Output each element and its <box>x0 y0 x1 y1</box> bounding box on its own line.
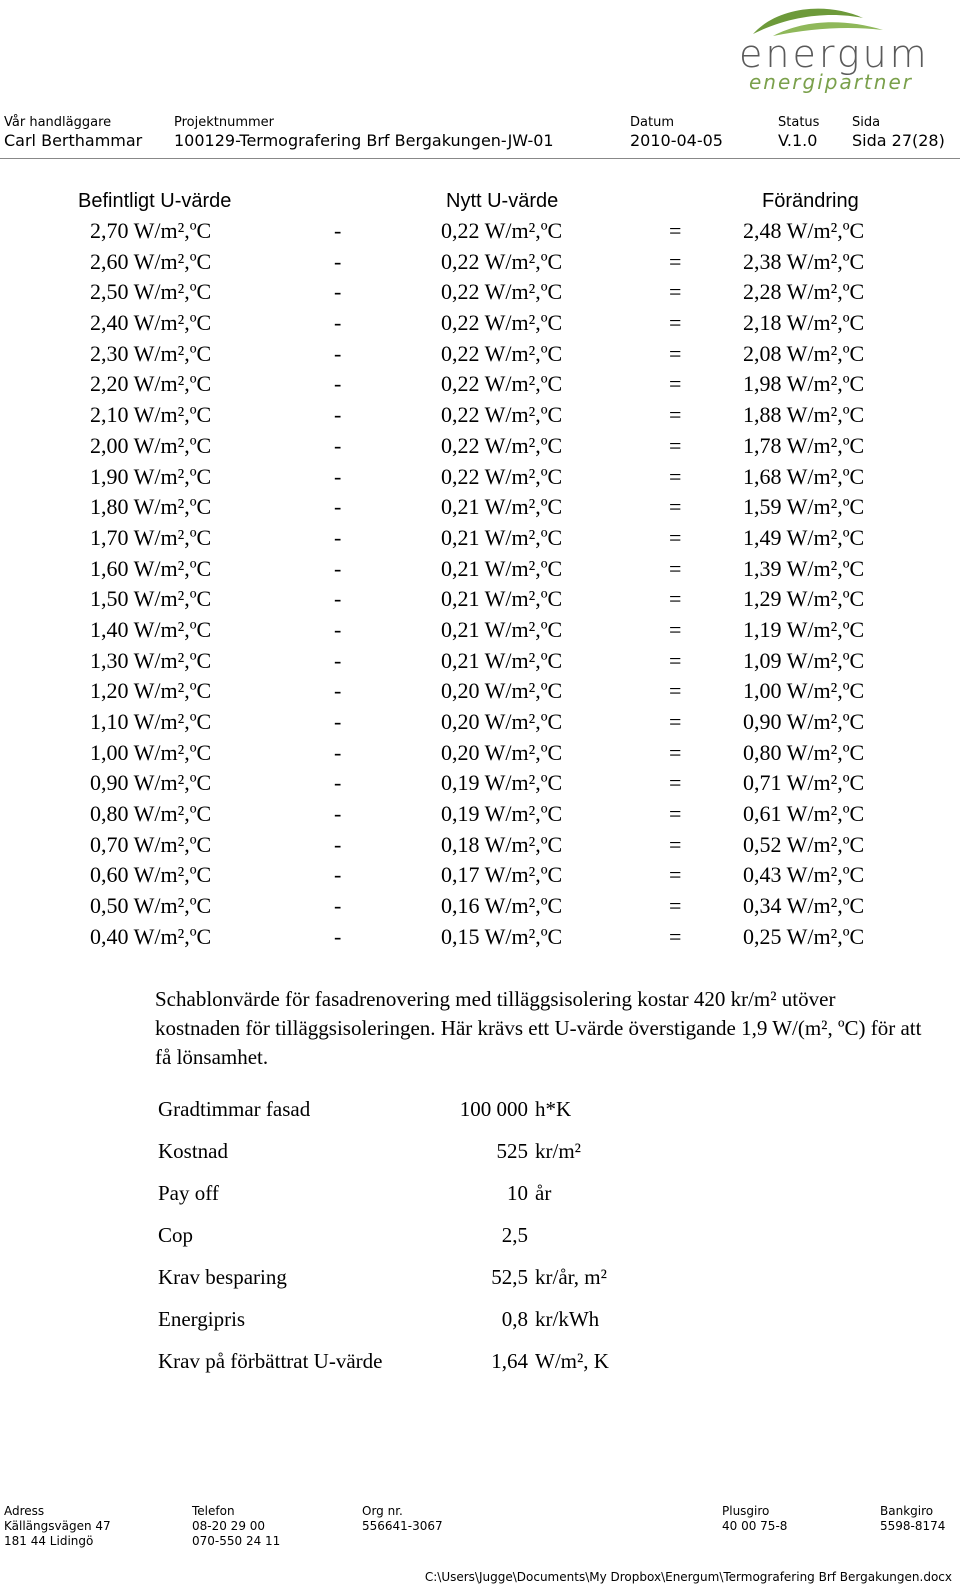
minus-sign: - <box>334 831 342 857</box>
change-value: 2,48 W/m²,ºC <box>743 218 865 243</box>
minus-sign: - <box>334 770 342 796</box>
change-value: 2,38 W/m²,ºC <box>743 248 865 274</box>
new-value: 0,22 W/m²,ºC <box>441 310 563 336</box>
header-status <box>778 115 819 151</box>
equals-sign: = <box>669 893 682 919</box>
change-value: 0,52 W/m²,ºC <box>743 831 865 857</box>
minus-sign: - <box>334 739 342 765</box>
change-value: 0,71 W/m²,ºC <box>743 770 865 796</box>
calc-value: 0,8 <box>501 1307 528 1331</box>
minus-sign: - <box>334 862 342 888</box>
equals-sign: = <box>669 371 682 397</box>
table-row <box>0 860 960 891</box>
minus-sign: - <box>334 678 342 704</box>
table-row <box>0 523 960 554</box>
header-date <box>630 115 723 151</box>
plusgiro-value: 40 00 75-8 <box>722 1519 788 1533</box>
table-row <box>0 830 960 861</box>
table-row <box>0 431 960 462</box>
date-label: Datum <box>630 115 674 130</box>
summary-paragraph: Schablonvärde för fasadrenovering med tilläggsisolering kostar 420 kr/m² utöver kostnaden för tilläggsisoleringen. Här krävs ett U-värde överstigande 1,9 W/(m², ºC) för att få lönsamhet. <box>155 987 922 1069</box>
address-line1: Källängsvägen 47 <box>4 1519 111 1533</box>
existing-value: 2,00 W/m²,ºC <box>90 432 212 458</box>
handler-label: Vår handläggare <box>4 115 112 130</box>
change-value: 1,49 W/m²,ºC <box>743 524 865 550</box>
plusgiro-label: Plusgiro <box>722 1504 770 1518</box>
change-value: 0,43 W/m²,ºC <box>743 862 865 888</box>
equals-sign: = <box>669 831 682 857</box>
existing-value: 1,30 W/m²,ºC <box>90 647 212 673</box>
table-row <box>0 277 960 308</box>
equals-sign: = <box>669 248 682 274</box>
status-value: V.1.0 <box>778 131 818 150</box>
calc-value: 1,64 <box>491 1349 528 1373</box>
minus-sign: - <box>334 923 342 949</box>
calc-label: Kostnad <box>158 1139 228 1163</box>
minus-sign: - <box>334 893 342 919</box>
minus-sign: - <box>334 524 342 550</box>
change-value: 0,80 W/m²,ºC <box>743 739 865 765</box>
header-new: Nytt U-värde <box>446 190 559 212</box>
change-value: 2,18 W/m²,ºC <box>743 310 865 336</box>
org-label: Org nr. <box>362 1504 403 1518</box>
existing-value: 1,00 W/m²,ºC <box>90 739 212 765</box>
new-value: 0,21 W/m²,ºC <box>441 524 563 550</box>
new-value: 0,22 W/m²,ºC <box>441 340 563 366</box>
minus-sign: - <box>334 340 342 366</box>
address-label: Adress <box>4 1504 45 1518</box>
new-value: 0,20 W/m²,ºC <box>441 739 563 765</box>
new-value: 0,18 W/m²,ºC <box>441 831 563 857</box>
new-value: 0,22 W/m²,ºC <box>441 279 563 305</box>
header-change: Förändring <box>762 190 859 212</box>
new-value: 0,21 W/m²,ºC <box>441 555 563 581</box>
table-row <box>0 369 960 400</box>
minus-sign: - <box>334 279 342 305</box>
logo-subtitle: energipartner <box>749 70 913 94</box>
change-value: 1,39 W/m²,ºC <box>743 555 865 581</box>
existing-value: 1,10 W/m²,ºC <box>90 709 212 734</box>
existing-value: 2,20 W/m²,ºC <box>90 371 212 397</box>
existing-value: 0,40 W/m²,ºC <box>90 923 212 949</box>
minus-sign: - <box>334 218 342 243</box>
existing-value: 2,50 W/m²,ºC <box>90 279 212 305</box>
table-row <box>0 676 960 707</box>
table-row <box>0 584 960 615</box>
existing-value: 1,60 W/m²,ºC <box>90 555 212 581</box>
equals-sign: = <box>669 709 682 734</box>
existing-value: 1,40 W/m²,ºC <box>90 616 212 642</box>
new-value: 0,21 W/m²,ºC <box>441 616 563 642</box>
change-value: 2,08 W/m²,ºC <box>743 340 865 366</box>
change-value: 0,61 W/m²,ºC <box>743 801 865 827</box>
handler-value: Carl Berthammar <box>4 131 143 150</box>
table-row <box>0 216 960 247</box>
header-handler <box>4 115 142 151</box>
equals-sign: = <box>669 923 682 949</box>
calc-label: Pay off <box>158 1181 219 1205</box>
equals-sign: = <box>669 586 682 612</box>
change-value: 1,78 W/m²,ºC <box>743 432 865 458</box>
header-divider <box>0 158 960 159</box>
calc-label: Krav besparing <box>158 1265 287 1289</box>
equals-sign: = <box>669 616 682 642</box>
file-path: C:\Users\Jugge\Documents\My Dropbox\Energum\Termografering Brf Bergakungen.docx <box>424 1570 952 1584</box>
new-value: 0,21 W/m²,ºC <box>441 494 563 520</box>
equals-sign: = <box>669 862 682 888</box>
page-label: Sida <box>852 115 881 130</box>
header-existing: Befintligt U-värde <box>78 190 232 212</box>
table-row <box>0 400 960 431</box>
minus-sign: - <box>334 402 342 428</box>
change-value: 1,19 W/m²,ºC <box>743 616 865 642</box>
minus-sign: - <box>334 494 342 520</box>
new-value: 0,16 W/m²,ºC <box>441 893 563 919</box>
equals-sign: = <box>669 770 682 796</box>
existing-value: 0,50 W/m²,ºC <box>90 893 212 919</box>
table-row <box>0 615 960 646</box>
minus-sign: - <box>334 463 342 489</box>
address-line2: 181 44 Lidingö <box>4 1534 94 1548</box>
table-row <box>0 247 960 278</box>
calc-unit: kr/kWh <box>535 1307 600 1331</box>
calc-unit: W/m², K <box>535 1349 609 1373</box>
minus-sign: - <box>334 801 342 827</box>
status-label: Status <box>778 115 820 130</box>
equals-sign: = <box>669 494 682 520</box>
equals-sign: = <box>669 739 682 765</box>
document-header <box>0 115 960 155</box>
table-row <box>0 891 960 922</box>
new-value: 0,19 W/m²,ºC <box>441 770 563 796</box>
minus-sign: - <box>334 616 342 642</box>
change-value: 1,88 W/m²,ºC <box>743 402 865 428</box>
equals-sign: = <box>669 432 682 458</box>
table-row <box>0 799 960 830</box>
table-row <box>0 646 960 677</box>
equals-sign: = <box>669 218 682 243</box>
existing-value: 0,90 W/m²,ºC <box>90 770 212 796</box>
existing-value: 0,60 W/m²,ºC <box>90 862 212 888</box>
new-value: 0,21 W/m²,ºC <box>441 647 563 673</box>
minus-sign: - <box>334 555 342 581</box>
existing-value: 0,70 W/m²,ºC <box>90 831 212 857</box>
change-value: 1,29 W/m²,ºC <box>743 586 865 612</box>
header-page <box>852 115 945 151</box>
existing-value: 2,70 W/m²,ºC <box>90 218 212 243</box>
page-value: Sida 27(28) <box>852 131 945 150</box>
equals-sign: = <box>669 555 682 581</box>
calc-value: 10 <box>507 1181 528 1205</box>
date-value: 2010-04-05 <box>630 131 723 150</box>
calc-value: 52,5 <box>491 1265 528 1289</box>
table-row <box>0 738 960 769</box>
equals-sign: = <box>669 524 682 550</box>
bankgiro-label: Bankgiro <box>880 1504 934 1518</box>
equals-sign: = <box>669 340 682 366</box>
equals-sign: = <box>669 678 682 704</box>
new-value: 0,21 W/m²,ºC <box>441 586 563 612</box>
equals-sign: = <box>669 279 682 305</box>
table-row <box>0 554 960 585</box>
change-value: 1,59 W/m²,ºC <box>743 494 865 520</box>
calc-label: Energipris <box>158 1307 246 1331</box>
header-project <box>174 115 554 151</box>
project-label: Projektnummer <box>174 115 275 130</box>
calc-label: Krav på förbättrat U-värde <box>158 1349 383 1373</box>
phone-line2: 070-550 24 11 <box>192 1534 281 1548</box>
minus-sign: - <box>334 248 342 274</box>
new-value: 0,22 W/m²,ºC <box>441 432 563 458</box>
change-value: 1,00 W/m²,ºC <box>743 678 865 704</box>
u-value-table <box>0 186 960 953</box>
footer-plusgiro <box>722 1504 787 1534</box>
footer-bankgiro <box>880 1504 945 1534</box>
change-value: 0,34 W/m²,ºC <box>743 893 865 919</box>
calc-unit: kr/m² <box>535 1139 581 1163</box>
existing-value: 2,40 W/m²,ºC <box>90 310 212 336</box>
new-value: 0,22 W/m²,ºC <box>441 463 563 489</box>
footer-org <box>362 1504 443 1534</box>
existing-value: 0,80 W/m²,ºC <box>90 801 212 827</box>
footer-address <box>4 1504 111 1549</box>
equals-sign: = <box>669 463 682 489</box>
equals-sign: = <box>669 801 682 827</box>
new-value: 0,17 W/m²,ºC <box>441 862 563 888</box>
equals-sign: = <box>669 402 682 428</box>
existing-value: 1,90 W/m²,ºC <box>90 463 212 489</box>
logo-word: energum <box>739 32 930 76</box>
calc-value: 2,5 <box>501 1223 528 1247</box>
new-value: 0,20 W/m²,ºC <box>441 678 563 704</box>
change-value: 0,90 W/m²,ºC <box>743 709 865 734</box>
project-value: 100129-Termografering Brf Bergakungen-JW-01 <box>174 131 554 150</box>
change-value: 0,25 W/m²,ºC <box>743 923 865 949</box>
minus-sign: - <box>334 432 342 458</box>
existing-value: 1,80 W/m²,ºC <box>90 494 212 520</box>
existing-value: 1,70 W/m²,ºC <box>90 524 212 550</box>
new-value: 0,22 W/m²,ºC <box>441 248 563 274</box>
change-value: 1,98 W/m²,ºC <box>743 371 865 397</box>
footer-phone <box>192 1504 280 1549</box>
calc-unit: år <box>535 1181 552 1205</box>
table-header <box>0 186 960 216</box>
new-value: 0,22 W/m²,ºC <box>441 371 563 397</box>
change-value: 1,09 W/m²,ºC <box>743 647 865 673</box>
table-row <box>0 339 960 370</box>
existing-value: 1,20 W/m²,ºC <box>90 678 212 704</box>
table-row <box>0 492 960 523</box>
minus-sign: - <box>334 586 342 612</box>
change-value: 2,28 W/m²,ºC <box>743 279 865 305</box>
new-value: 0,22 W/m²,ºC <box>441 402 563 428</box>
minus-sign: - <box>334 371 342 397</box>
equals-sign: = <box>669 310 682 336</box>
equals-sign: = <box>669 647 682 673</box>
table-body <box>0 216 960 953</box>
minus-sign: - <box>334 709 342 734</box>
table-row <box>0 768 960 799</box>
new-value: 0,20 W/m²,ºC <box>441 709 563 734</box>
new-value: 0,19 W/m²,ºC <box>441 801 563 827</box>
table-row <box>0 707 960 738</box>
phone-label: Telefon <box>192 1504 235 1518</box>
existing-value: 1,50 W/m²,ºC <box>90 586 212 612</box>
minus-sign: - <box>334 310 342 336</box>
bankgiro-value: 5598-8174 <box>880 1519 946 1533</box>
existing-value: 2,10 W/m²,ºC <box>90 402 212 428</box>
change-value: 1,68 W/m²,ºC <box>743 463 865 489</box>
calc-value: 525 <box>496 1139 528 1163</box>
table-row <box>0 922 960 953</box>
new-value: 0,22 W/m²,ºC <box>441 218 563 243</box>
calc-label: Gradtimmar fasad <box>158 1097 311 1121</box>
company-logo <box>733 4 938 96</box>
calc-value: 100 000 <box>459 1097 528 1121</box>
org-value: 556641-3067 <box>362 1519 443 1533</box>
existing-value: 2,30 W/m²,ºC <box>90 340 212 366</box>
calc-label: Cop <box>158 1223 194 1247</box>
new-value: 0,15 W/m²,ºC <box>441 923 563 949</box>
minus-sign: - <box>334 647 342 673</box>
table-row <box>0 462 960 493</box>
calc-unit: h*K <box>535 1097 572 1121</box>
existing-value: 2,60 W/m²,ºC <box>90 248 212 274</box>
calc-unit: kr/år, m² <box>535 1265 607 1289</box>
phone-line1: 08-20 29 00 <box>192 1519 266 1533</box>
table-row <box>0 308 960 339</box>
